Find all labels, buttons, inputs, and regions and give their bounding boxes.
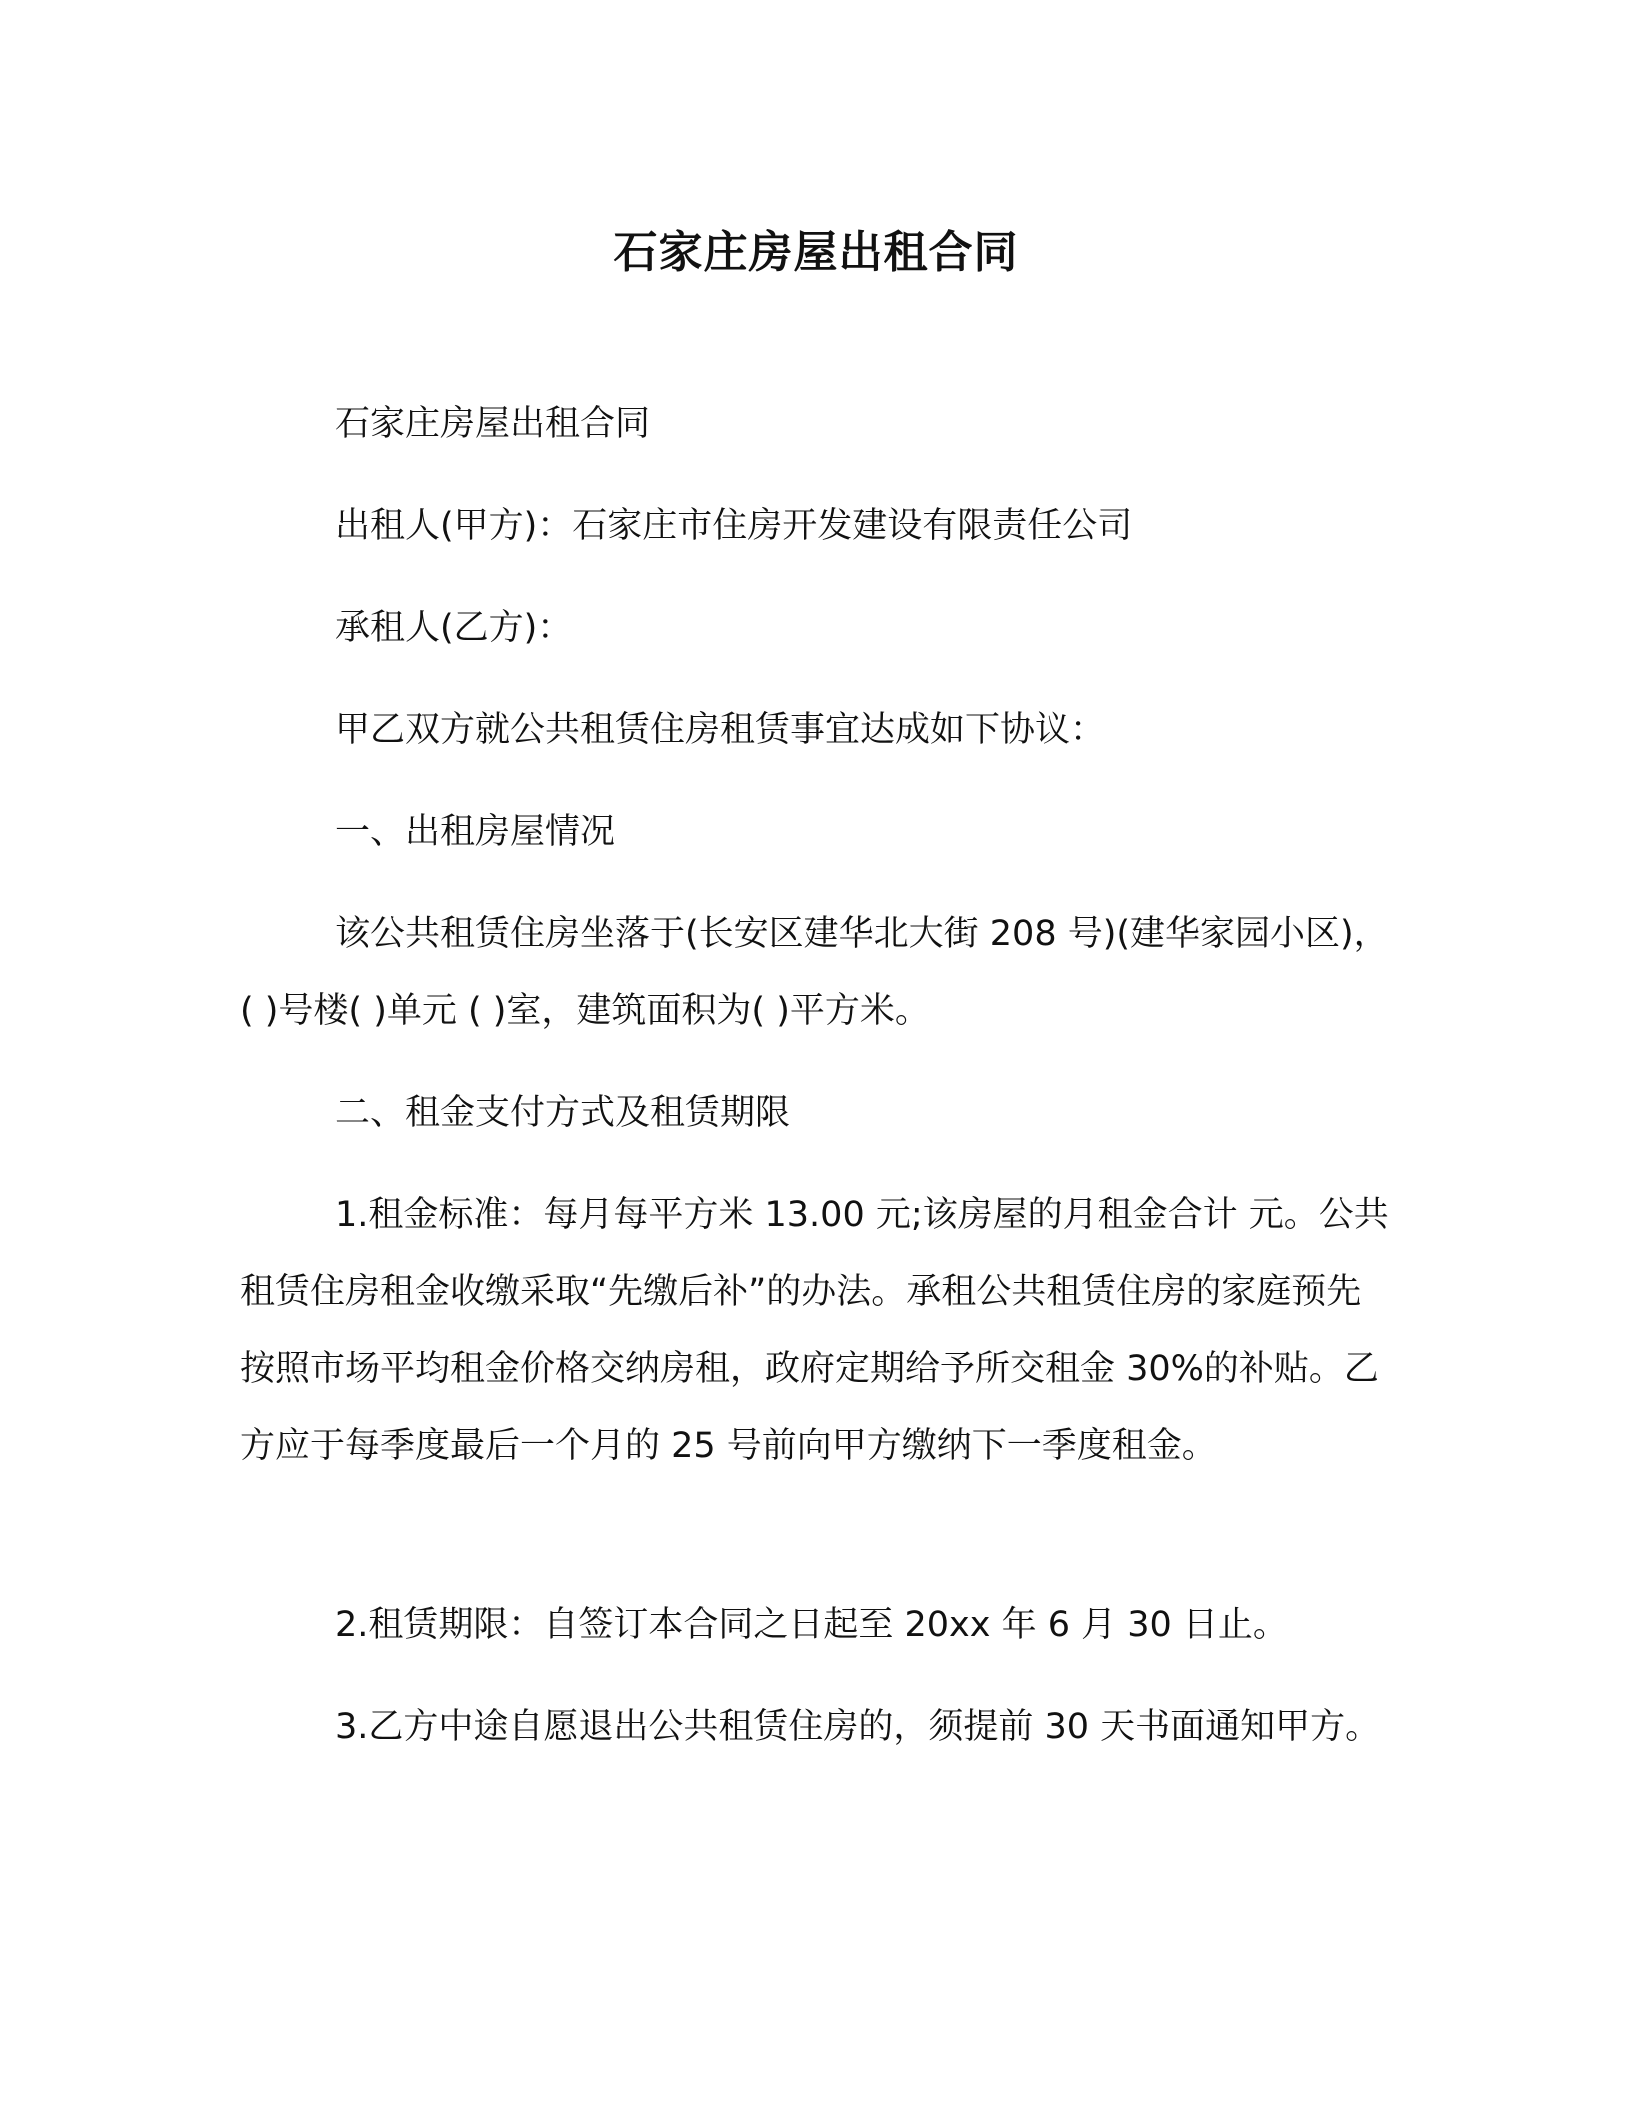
subtitle-paragraph: 石家庄房屋出租合同 [335,404,651,444]
agreement-intro-paragraph: 甲乙双方就公共租赁住房租赁事宜达成如下协议： [335,710,1106,750]
lessee-paragraph: 承租人(乙方)： [335,608,573,648]
property-location-paragraph: 该公共租赁住房坐落于(长安区建华北大街 208 号)(建华家园小区)，( )号楼( )单元 ( )室，建筑面积为( )平方米。 [240,914,1389,1031]
document-title: 石家庄房屋出租合同 [613,227,1019,278]
section-one-heading: 一、出租房屋情况 [335,812,616,852]
early-exit-paragraph: 3.乙方中途自愿退出公共租赁住房的，须提前 30 天书面通知甲方。 [335,1707,1381,1747]
lessor-paragraph: 出租人(甲方)：石家庄市住房开发建设有限责任公司 [335,506,1133,546]
rent-standard-paragraph: 1.租金标准：每月每平方米 13.00 元;该房屋的月租金合计 元。公共租赁住房租金收缴采取“先缴后补”的办法。承租公共租赁住房的家庭预先按照市场平均租金价格交纳房租，政府定期给予所交租金 30%的补贴。乙方应于每季度最后一个月的 25 号前向甲方缴纳下一季度租金。 [240,1195,1389,1466]
section-two-heading: 二、租金支付方式及租赁期限 [335,1093,791,1133]
lease-term-paragraph: 2.租赁期限：自签订本合同之日起至 20xx 年 6 月 30 日止。 [335,1605,1288,1645]
